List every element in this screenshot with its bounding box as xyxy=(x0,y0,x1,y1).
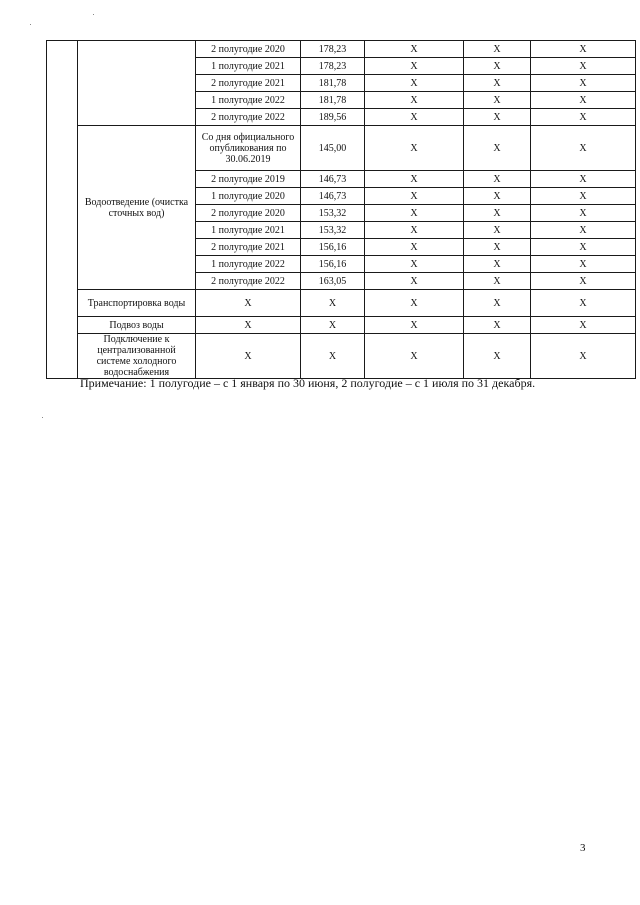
service-cell-connection: Подключение к централизованной системе холодного водоснабжения xyxy=(78,334,196,379)
x-cell: Х xyxy=(531,273,636,290)
period-cell: Со дня официального опубликования по 30.06.2019 xyxy=(196,126,301,171)
price-cell: 146,73 xyxy=(301,188,365,205)
x-cell: Х xyxy=(365,290,464,317)
x-cell: Х xyxy=(464,205,531,222)
x-cell: Х xyxy=(464,334,531,379)
table-row xyxy=(47,126,636,171)
x-cell: Х xyxy=(531,222,636,239)
x-cell: Х xyxy=(464,171,531,188)
period-cell: 2 полугодие 2020 xyxy=(196,205,301,222)
period-cell: 1 полугодие 2022 xyxy=(196,92,301,109)
x-cell: Х xyxy=(365,75,464,92)
period-cell: Х xyxy=(196,290,301,317)
x-cell: Х xyxy=(464,75,531,92)
period-cell: 2 полугодие 2019 xyxy=(196,171,301,188)
period-cell: 1 полугодие 2021 xyxy=(196,58,301,75)
x-cell: Х xyxy=(464,290,531,317)
price-cell: 163,05 xyxy=(301,273,365,290)
x-cell: Х xyxy=(531,256,636,273)
price-cell: 153,32 xyxy=(301,222,365,239)
table-row xyxy=(47,290,636,317)
x-cell: Х xyxy=(531,205,636,222)
x-cell: Х xyxy=(365,334,464,379)
x-cell: Х xyxy=(531,171,636,188)
price-cell: 145,00 xyxy=(301,126,365,171)
x-cell: Х xyxy=(464,92,531,109)
x-cell: Х xyxy=(365,126,464,171)
period-cell: 2 полугодие 2022 xyxy=(196,273,301,290)
x-cell: Х xyxy=(531,239,636,256)
price-cell: 178,23 xyxy=(301,58,365,75)
price-cell: 181,78 xyxy=(301,75,365,92)
period-cell: 2 полугодие 2020 xyxy=(196,41,301,58)
table-row xyxy=(47,317,636,334)
table-row xyxy=(47,334,636,379)
page-number: 3 xyxy=(580,842,586,854)
x-cell: Х xyxy=(531,126,636,171)
scan-speck xyxy=(42,417,43,418)
period-cell: Х xyxy=(196,317,301,334)
price-cell: 146,73 xyxy=(301,171,365,188)
x-cell: Х xyxy=(464,41,531,58)
x-cell: Х xyxy=(531,41,636,58)
x-cell: Х xyxy=(464,222,531,239)
x-cell: Х xyxy=(365,171,464,188)
scan-speck xyxy=(30,24,31,25)
price-cell: 153,32 xyxy=(301,205,365,222)
price-cell: Х xyxy=(301,334,365,379)
x-cell: Х xyxy=(365,41,464,58)
x-cell: Х xyxy=(365,317,464,334)
x-cell: Х xyxy=(531,317,636,334)
x-cell: Х xyxy=(464,273,531,290)
x-cell: Х xyxy=(531,58,636,75)
table-row xyxy=(47,41,636,58)
price-cell: 156,16 xyxy=(301,256,365,273)
period-cell: 2 полугодие 2021 xyxy=(196,75,301,92)
period-cell: Х xyxy=(196,334,301,379)
x-cell: Х xyxy=(531,334,636,379)
x-cell: Х xyxy=(365,273,464,290)
price-cell: 156,16 xyxy=(301,239,365,256)
period-cell: 1 полугодие 2020 xyxy=(196,188,301,205)
period-cell: 2 полугодие 2021 xyxy=(196,239,301,256)
period-cell: 1 полугодие 2022 xyxy=(196,256,301,273)
x-cell: Х xyxy=(365,239,464,256)
x-cell: Х xyxy=(365,109,464,126)
service-cell-delivery: Подвоз воды xyxy=(78,317,196,334)
x-cell: Х xyxy=(464,239,531,256)
x-cell: Х xyxy=(531,109,636,126)
x-cell: Х xyxy=(531,290,636,317)
x-cell: Х xyxy=(464,126,531,171)
x-cell: Х xyxy=(365,256,464,273)
row-number-cell xyxy=(47,41,78,379)
x-cell: Х xyxy=(365,205,464,222)
x-cell: Х xyxy=(365,58,464,75)
x-cell: Х xyxy=(365,188,464,205)
footnote: Примечание: 1 полугодие – с 1 января по 30 июня, 2 полугодие – с 1 июля по 31 декабря. xyxy=(80,376,536,390)
x-cell: Х xyxy=(531,75,636,92)
price-cell: 189,56 xyxy=(301,109,365,126)
tariff-table xyxy=(46,40,636,379)
period-cell: 1 полугодие 2021 xyxy=(196,222,301,239)
x-cell: Х xyxy=(531,188,636,205)
x-cell: Х xyxy=(464,109,531,126)
x-cell: Х xyxy=(365,222,464,239)
service-cell-transport: Транспортировка воды xyxy=(78,290,196,317)
scan-speck xyxy=(93,14,94,15)
service-cell xyxy=(78,41,196,126)
x-cell: Х xyxy=(464,188,531,205)
x-cell: Х xyxy=(464,58,531,75)
price-cell: 181,78 xyxy=(301,92,365,109)
price-cell: Х xyxy=(301,290,365,317)
x-cell: Х xyxy=(365,92,464,109)
price-cell: Х xyxy=(301,317,365,334)
x-cell: Х xyxy=(464,256,531,273)
x-cell: Х xyxy=(464,317,531,334)
service-cell-drainage: Водоотведение (очистка сточных вод) xyxy=(78,126,196,290)
price-cell: 178,23 xyxy=(301,41,365,58)
period-cell: 2 полугодие 2022 xyxy=(196,109,301,126)
x-cell: Х xyxy=(531,92,636,109)
